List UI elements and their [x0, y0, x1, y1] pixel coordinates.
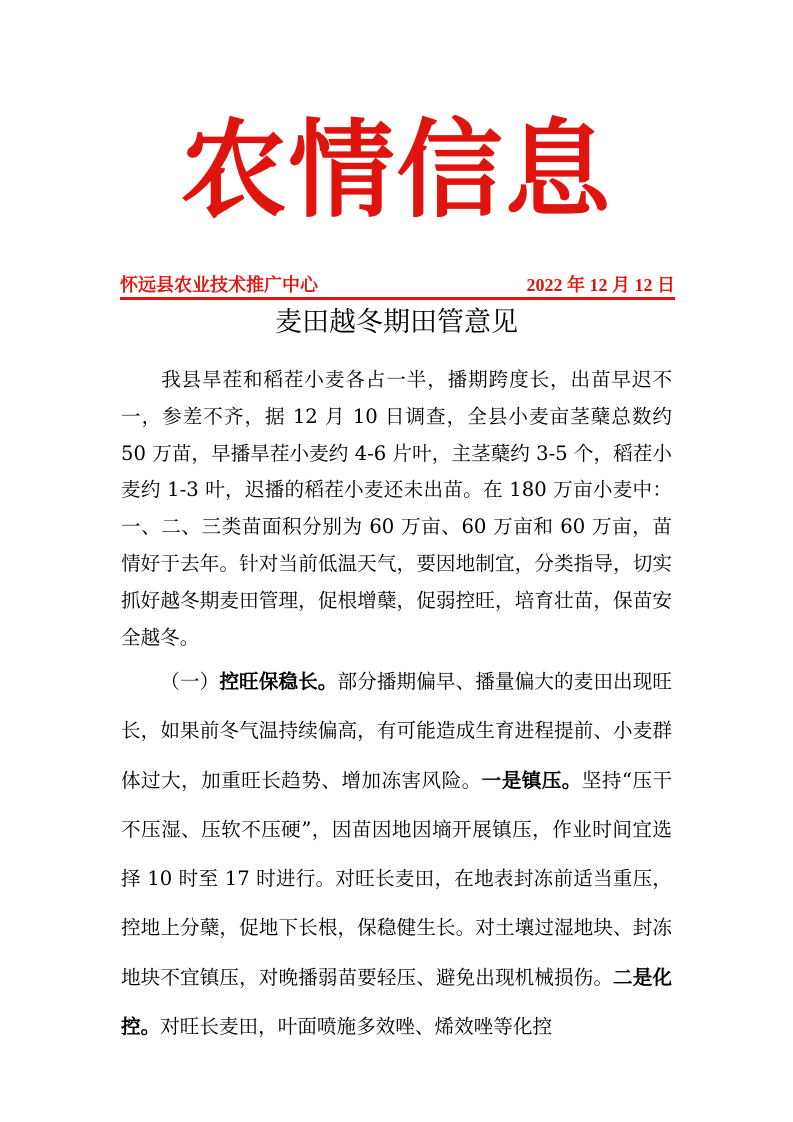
intro-text: 我县旱茬和稻茬小麦各占一半，播期跨度长，出苗早迟不一，参差不齐，据 12 月 10 日调查，全县小麦亩茎蘖总数约 50 万苗，早播旱茬小麦约 4-6 片叶，主茎蘖约 3-5 个，稻茬小麦约 1-3 叶，迟播的稻茬小麦还未出苗。在 180 万亩小麦中：一、二、三类苗面积分别为 60 万亩、60 万亩和 60 万亩，苗情好于去年。针对当前低温天气，要因地制宜，分类指导，切实抓好越冬期麦田管理，促根增蘖，促弱控旺，培育壮苗，保苗安全越冬。	[121, 368, 672, 649]
subsection-2-text: 对旺长麦田，叶面喷施多效唑、烯效唑等化控	[160, 1015, 553, 1039]
section-number: （一）	[160, 670, 220, 693]
subsection-1-text: 坚持“压干不压湿、压软不压硬”，因苗因地因墒开展镇压，作业时间宜选择 10 时至 17 时进行。对旺长麦田，在地表封冻前适当重压，控地上分蘖，促地下长根，保稳健生长。对土壤过湿地块、封冻地块不宜镇压，对晚播弱苗要轻压、避免出现机械损伤。	[121, 768, 673, 989]
section-heading: 控旺保稳长。	[219, 670, 338, 693]
subsection-2-heading: 二是化控。	[121, 965, 673, 1039]
issuing-organization: 怀远县农业技术推广中心	[120, 275, 318, 295]
subsection-1-heading: 一是镇压。	[481, 768, 582, 792]
section-1-paragraph	[121, 657, 672, 1051]
document-title: 麦田越冬期田管意见	[275, 307, 518, 338]
intro-paragraph	[121, 362, 672, 656]
header-line	[120, 274, 675, 300]
masthead-title: 农情信息	[180, 109, 613, 232]
issue-date: 2022 年 12 月 12 日	[526, 275, 675, 295]
section-text: 部分播期偏早、播量偏大的麦田出现旺长，如果前冬气温持续偏高，有可能造成生育进程提前、小麦群体过大，加重旺长趋势、增加冻害风险。	[121, 670, 673, 792]
